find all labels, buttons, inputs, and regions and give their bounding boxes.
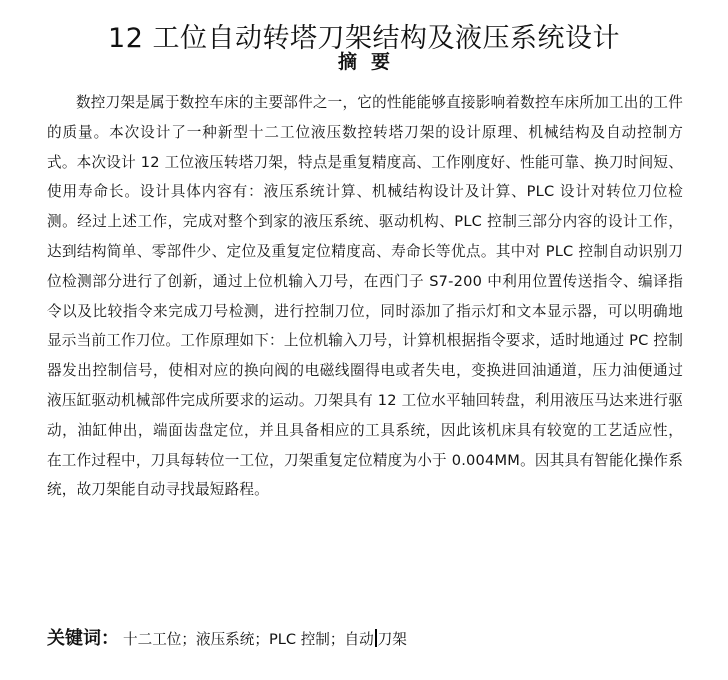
keywords-text-after-cursor[interactable]: 刀架 — [377, 631, 407, 648]
keywords-text-before-cursor[interactable]: 十二工位；液压系统；PLC 控制；自动 — [123, 631, 374, 648]
text-cursor — [375, 629, 377, 647]
abstract-paragraph[interactable]: 数控刀架是属于数控车床的主要部件之一，它的性能能够直接影响着数控车床所加工出的工件的质量。本次设计了一种新型十二工位液压数控转塔刀架的设计原理、机械结构及自动控制方式。本次设计 12 工位液压转塔刀架，特点是重复精度高、工作刚度好、性能可靠、换刀时间短、使用寿命长。设计具体内容有：液压系统计算、机械结构设计及计算、PLC 设计对转位刀位检测。经过上述工作，完成对整个到家的液压系统、驱动机构、PLC 控制三部分内容的设计工作，达到结构简单、零部件少、定位及重复定位精度高、寿命长等优点。其中对 PLC 控制自动识别刀位检测部分进行了创新，通过上位机输入刀号，在西门子 S7-200 中利用位置传送指令、编译指令以及比较指令来完成刀号检测，进行控制刀位，同时添加了指示灯和文本显示器，可以明确地显示当前工作刀位。工作原理如下：上位机输入刀号，计算机根据指令要求，适时地通过 PC 控制器发出控制信号，使相对应的换向阀的电磁线圈得电或者失电，变换进回油通道，压力油便通过液压缸驱动机械部件完成所要求的运动。刀架具有 12 工位水平轴回转盘，利用液压马达来进行驱动，油缸伸出，端面齿盘定位，并且具备相应的工具系统，因此该机床具有较宽的工艺适应性，在工作过程中，刀具每转位一工位，刀架重复定位精度为小于 0.004MM。因其具有智能化操作系统，故刀架能自动寻找最短路程。 — [47, 94, 683, 499]
abstract-heading[interactable]: 摘要 — [337, 51, 404, 73]
keywords-label: 关键词： — [47, 628, 119, 649]
keywords-line[interactable] — [47, 625, 687, 654]
document-title[interactable]: 12 工位自动转塔刀架结构及液压系统设计 — [108, 23, 620, 55]
